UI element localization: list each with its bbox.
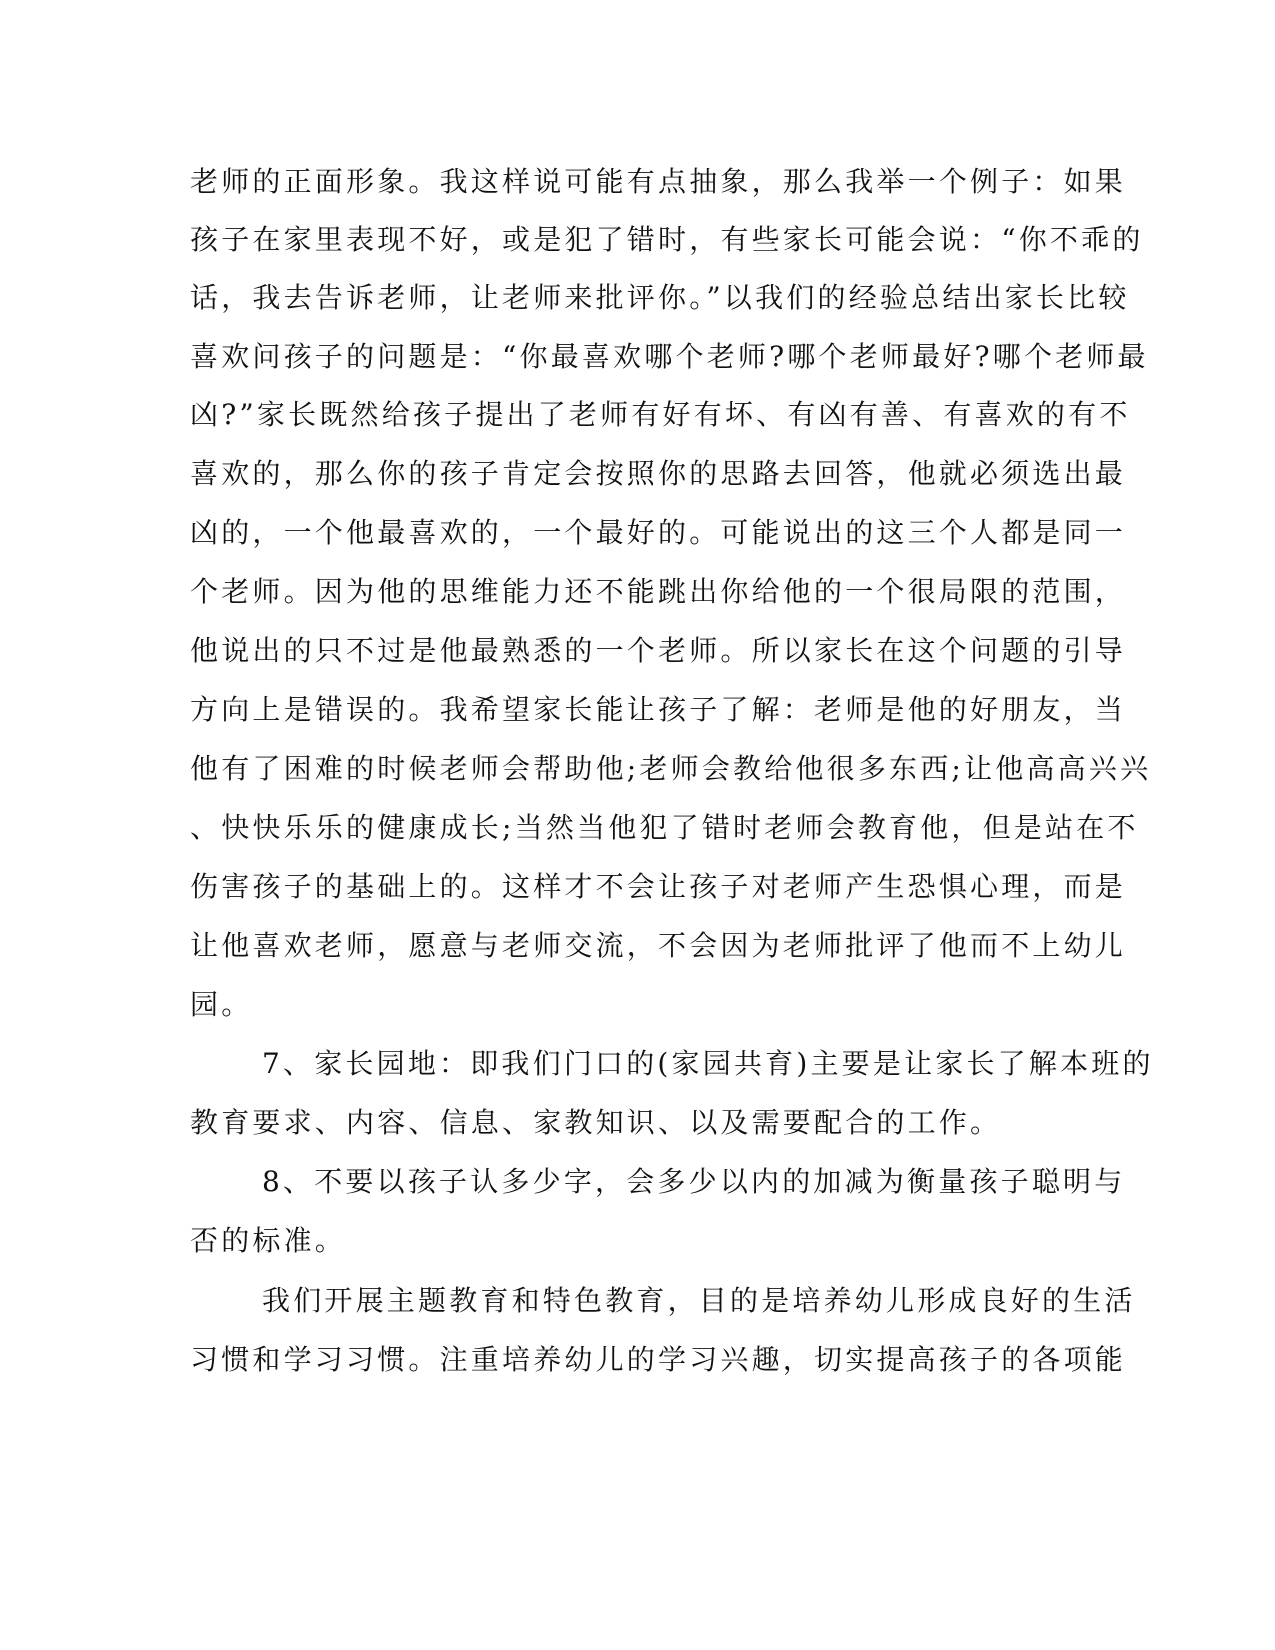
text-line: 凶的，一个他最喜欢的，一个最好的。可能说出的这三个人都是同一 — [190, 516, 1127, 549]
text-line: 园。 — [190, 988, 253, 1021]
text-line: 他有了困难的时候老师会帮助他;老师会教给他很多东西;让他高高兴兴 — [190, 752, 1152, 785]
text-line: 喜欢的，那么你的孩子肯定会按照你的思路去回答，他就必须选出最 — [190, 457, 1127, 490]
text-line: 伤害孩子的基础上的。这样才不会让孩子对老师产生恐惧心理，而是 — [190, 870, 1127, 903]
text-line: 话，我去告诉老师，让老师来批评你。”以我们的经验总结出家长比较 — [190, 281, 1130, 314]
text-line: 教育要求、内容、信息、家教知识、以及需要配合的工作。 — [190, 1106, 1002, 1139]
text-line: 凶?”家长既然给孩子提出了老师有好有坏、有凶有善、有喜欢的有不 — [190, 398, 1131, 431]
text-line: 喜欢问孩子的问题是：“你最喜欢哪个老师?哪个老师最好?哪个老师最 — [190, 340, 1149, 373]
text-line: 他说出的只不过是他最熟悉的一个老师。所以家长在这个问题的引导 — [190, 634, 1127, 667]
text-line: 方向上是错误的。我希望家长能让孩子了解：老师是他的好朋友，当 — [190, 693, 1127, 726]
text-line: 、快快乐乐的健康成长;当然当他犯了错时老师会教育他，但是站在不 — [190, 811, 1139, 844]
text-line: 个老师。因为他的思维能力还不能跳出你给他的一个很局限的范围， — [190, 575, 1127, 608]
text-line: 孩子在家里表现不好，或是犯了错时，有些家长可能会说：“你不乖的 — [190, 223, 1144, 256]
text-line: 我们开展主题教育和特色教育，目的是培养幼儿形成良好的生活 — [262, 1284, 1136, 1317]
text-line: 老师的正面形象。我这样说可能有点抽象，那么我举一个例子：如果 — [190, 165, 1127, 198]
text-line: 否的标准。 — [190, 1224, 347, 1257]
text-line: 习惯和学习习惯。注重培养幼儿的学习兴趣，切实提高孩子的各项能 — [190, 1343, 1127, 1376]
text-line: 让他喜欢老师，愿意与老师交流，不会因为老师批评了他而不上幼儿 — [190, 929, 1127, 962]
text-line: 8、不要以孩子认多少字，会多少以内的加减为衡量孩子聪明与 — [262, 1165, 1126, 1198]
text-line: 7、家长园地：即我们门口的(家园共育)主要是让家长了解本班的 — [262, 1047, 1154, 1080]
